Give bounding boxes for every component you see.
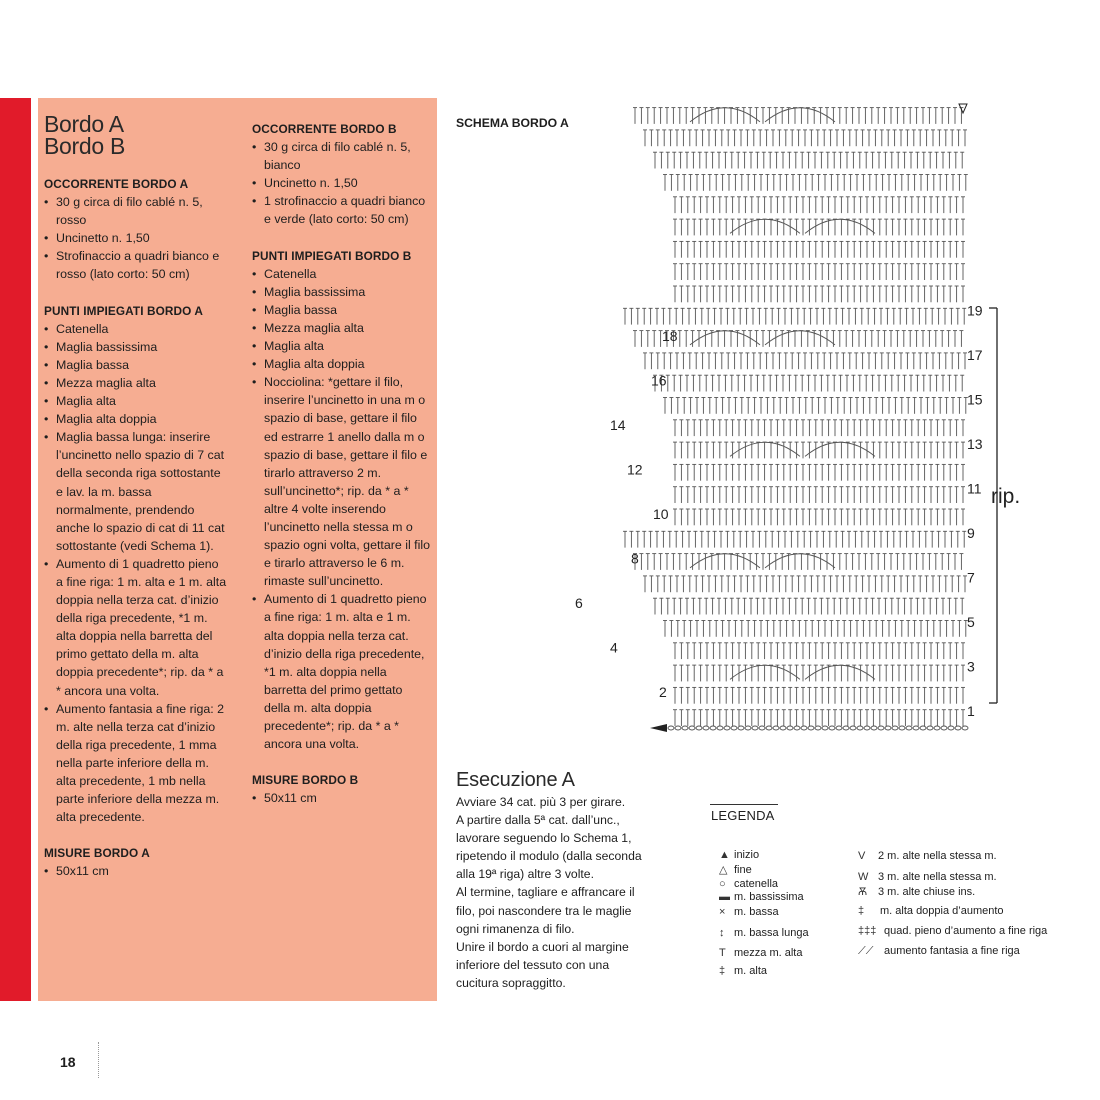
row-label-right: 1 [967, 703, 975, 719]
legenda-label: m. bassissima [734, 891, 804, 903]
chain-stitch [934, 726, 940, 730]
list-item: • Maglia bassissima [44, 338, 228, 356]
red-edge-bar [0, 98, 31, 1001]
esecuzione-line: A partire dalla 5ª cat. dall’unc., [456, 813, 620, 828]
chain-stitch [878, 726, 884, 730]
esecuzione-line: inferiore del tessuto con una [456, 957, 610, 972]
punti-a-list [44, 320, 228, 827]
chain-stitch [710, 726, 716, 730]
list-item: • 1 strofinaccio a quadri bianco e verde (lato corto: 50 cm) [252, 192, 432, 228]
list-item: • 50x11 cm [252, 789, 432, 807]
column-bordo-b [252, 120, 432, 807]
quadretto-icon: ‡‡‡ [858, 925, 877, 937]
punti-b-list [252, 265, 432, 754]
chain-stitch [696, 726, 702, 730]
list-item: • Maglia bassa [44, 356, 228, 374]
row-label-left: 12 [627, 461, 643, 478]
punti-b-heading: PUNTI IMPIEGATI BORDO B [252, 248, 412, 263]
misure-b-heading: MISURE BORDO B [252, 773, 359, 788]
row-label-right: 7 [967, 569, 975, 586]
chain-stitch [913, 726, 919, 730]
legenda-label: m. alta doppia d’aumento [880, 905, 1004, 917]
esecuzione-line: Al termine, tagliare e affrancare il [456, 885, 635, 900]
legenda-rule [710, 804, 778, 805]
diagram-stitches [623, 108, 968, 730]
esecuzione-line: Unire il bordo a cuori al margine [456, 939, 629, 954]
legenda-label: fine [734, 864, 752, 876]
chain-stitch [836, 726, 842, 730]
chain-stitch [815, 726, 821, 730]
list-item: • Uncinetto n. 1,50 [252, 174, 432, 192]
chain-stitch [941, 726, 947, 730]
legenda-label: catenella [734, 878, 779, 890]
row-label-left: 4 [610, 639, 618, 656]
chain-stitch [668, 726, 674, 730]
chain-stitch [738, 726, 744, 730]
bassissima-icon: ▬ [719, 891, 730, 903]
list-item: • Nocciolina: *gettare il filo, inserire l’uncinetto in una m o spazio di base, gettare il filo ed estrarre 1 anello dalla m o spazio di base, gettare il filo e tirarlo attraverso 2 m. sull’uncinetto*; rip. da * a * altre 4 volte inserendo l’uncinetto nella stessa m o spazio ogni volta, gettare il filo e tirarlo attraverso le 6 m. rimaste sull’uncinetto. [252, 373, 432, 590]
row-label-left: 10 [653, 506, 669, 522]
chain-stitch [689, 726, 695, 730]
page-number: 18 [60, 1054, 76, 1070]
legenda-label: inizio [734, 849, 760, 861]
chain-stitch [955, 726, 961, 730]
list-item: • Maglia alta doppia [252, 355, 432, 373]
legenda-label: m. bassa lunga [734, 927, 809, 939]
esecuzione-line: ogni rimanenza di filo. [456, 921, 575, 936]
esecuzione-line: Avviare 34 cat. più 3 per girare. [456, 795, 626, 809]
row-label-right: 3 [967, 658, 975, 675]
esecuzione-line: alla 19ª riga) altre 3 volte. [456, 867, 594, 882]
chain-stitch [843, 726, 849, 730]
row-label-right: 15 [967, 391, 983, 408]
crochet-diagram [575, 98, 1035, 748]
row-label-left: 16 [651, 372, 667, 389]
row-label-left: 8 [631, 550, 639, 567]
chain-stitch [787, 726, 793, 730]
chain-stitch [794, 726, 800, 730]
legenda-label: quad. pieno d’aumento a fine riga [884, 925, 1048, 937]
schema-title: SCHEMA BORDO A [456, 116, 569, 130]
two-alte-icon: V [858, 850, 866, 862]
misure-a-heading: MISURE BORDO A [44, 846, 150, 861]
fine-icon: △ [719, 864, 728, 876]
list-item: • Strofinaccio a quadri bianco e rosso (lato corto: 50 cm) [44, 247, 228, 283]
list-item: • Aumento fantasia a fine riga: 2 m. alte nella terza cat d’inizio della riga precedente, 1 mma nella parte inferiore della m. alta precedente, 1 mb nella parte inferiore della mezza m. alta precedente. [44, 700, 228, 827]
row-label-left: 2 [659, 684, 667, 700]
chain-stitch [892, 726, 898, 730]
three-chiuse-icon: Ѫ [858, 886, 868, 898]
catenella-icon: ○ [719, 878, 726, 890]
list-item: • Aumento di 1 quadretto pieno a fine riga: 1 m. alta e 1 m. alta doppia nella terza cat. d’inizio della riga precedente, *1 m. alta doppia nella barretta del primo gettato della m. alta doppia precedente*; rip. da * a * ancora una volta. [44, 555, 228, 700]
occorrente-b-list [252, 138, 432, 228]
chain-stitch [745, 726, 751, 730]
chain-stitch [703, 726, 709, 730]
row-label-right: 13 [967, 436, 983, 452]
list-item: • 50x11 cm [44, 862, 228, 880]
materials-panel [38, 98, 437, 1001]
chain-stitch [871, 726, 877, 730]
legenda-title: LEGENDA [711, 808, 775, 823]
chain-stitch [948, 726, 954, 730]
legenda-label: 3 m. alte nella stessa m. [878, 871, 997, 883]
page-divider [98, 1042, 99, 1078]
esecuzione-line: filo, poi nascondere tra le maglie [456, 903, 632, 918]
list-item: • Maglia alta doppia [44, 410, 228, 428]
legenda-label: m. alta [734, 965, 768, 977]
list-item: • Catenella [44, 320, 228, 338]
chain-stitch [962, 726, 968, 730]
list-item: • Maglia alta [44, 392, 228, 410]
chain-stitch [857, 726, 863, 730]
punti-a-heading: PUNTI IMPIEGATI BORDO A [44, 303, 203, 318]
list-item: • Maglia alta [252, 337, 432, 355]
mezza-alta-icon: T [719, 947, 726, 959]
inizio-icon: ▲ [719, 849, 730, 861]
title-bordo-a: Bordo A [44, 111, 124, 137]
legenda-label: 3 m. alte chiuse ins. [878, 886, 976, 898]
chain-stitch [885, 726, 891, 730]
row-label-left: 18 [662, 328, 678, 344]
column-bordo-a [44, 113, 228, 880]
list-item: • Mezza maglia alta [44, 374, 228, 392]
esecuzione-line: cucitura sopraggitto. [456, 975, 566, 990]
bassa-icon: × [719, 906, 726, 918]
legenda-label: 2 m. alte nella stessa m. [878, 850, 997, 862]
list-item: • 30 g circa di filo cablé n. 5, rosso [44, 193, 228, 229]
chain-stitch [829, 726, 835, 730]
chain-stitch [675, 726, 681, 730]
esecuzione-line: lavorare seguendo lo Schema 1, [456, 831, 632, 846]
list-item: • Catenella [252, 265, 432, 283]
misure-b-list [252, 789, 432, 807]
list-item: • 30 g circa di filo cablé n. 5, bianco [252, 138, 432, 174]
row-label-right: 19 [967, 302, 983, 319]
list-item: • Uncinetto n. 1,50 [44, 229, 228, 247]
chain-stitch [731, 726, 737, 730]
row-label-left: 14 [610, 417, 626, 433]
chain-stitch [773, 726, 779, 730]
list-item: • Mezza maglia alta [252, 319, 432, 337]
chain-stitch [808, 726, 814, 730]
chain-stitch [752, 726, 758, 730]
list-item: • Maglia bassa lunga: inserire l’uncinetto nello spazio di 7 cat della seconda riga sottostante e lav. la m. bassa normalmente, prendendo anche lo spazio di cat di 11 cat sottostante (vedi Schema 1). [44, 428, 228, 555]
alta-doppia-icon: ‡ [858, 905, 865, 917]
row-label-left: 6 [575, 595, 583, 611]
row-label-right: 5 [967, 614, 975, 630]
legenda-label: m. bassa [734, 906, 779, 918]
list-item: • Aumento di 1 quadretto pieno a fine riga: 1 m. alta e 1 m. alta doppia nella terza cat. d’inizio della riga precedente, *1 m. alta doppia nella barretta del primo gettato della m. alta doppia precedente*; rip. da * a * ancora una volta. [252, 590, 432, 753]
list-item: • Maglia bassa [252, 301, 432, 319]
esecuzione-line: ripetendo il modulo (dalla seconda [456, 849, 642, 864]
end-marker-icon [959, 104, 967, 113]
chain-stitch [920, 726, 926, 730]
title-bordo-b: Bordo B [44, 133, 126, 159]
chain-stitch [927, 726, 933, 730]
row-label-right: 9 [967, 525, 975, 541]
three-alte-icon: W [858, 871, 869, 883]
occorrente-b-heading: OCCORRENTE BORDO B [252, 122, 397, 136]
chain-stitch [822, 726, 828, 730]
row-label-right: 17 [967, 347, 983, 363]
chain-stitch [899, 726, 905, 730]
esecuzione-body [456, 793, 656, 992]
list-item: • Maglia bassissima [252, 283, 432, 301]
occorrente-a-heading: OCCORRENTE BORDO A [44, 177, 189, 191]
chain-stitch [717, 726, 723, 730]
diagram-row-labels [575, 303, 983, 720]
start-arrow-icon [650, 724, 667, 732]
chain-stitch [850, 726, 856, 730]
row-label-right: 11 [967, 480, 982, 497]
chain-stitch [864, 726, 870, 730]
misure-a-list [44, 862, 228, 880]
legenda-label: aumento fantasia a fine riga [884, 945, 1020, 957]
occorrente-a-list [44, 193, 228, 283]
chain-stitch [780, 726, 786, 730]
repeat-label: rip. [991, 485, 1021, 508]
chain-stitch [766, 726, 772, 730]
aumento-fantasia-icon: ⟋⟋ [858, 945, 874, 957]
chain-stitch [682, 726, 688, 730]
bassa-lunga-icon: ↕ [719, 927, 725, 939]
chain-stitch [759, 726, 765, 730]
chain-stitch [906, 726, 912, 730]
chain-stitch [801, 726, 807, 730]
chain-stitch [724, 726, 730, 730]
alta-icon: ‡ [719, 965, 726, 977]
esecuzione-title: Esecuzione A [456, 769, 575, 791]
legenda-label: mezza m. alta [734, 947, 803, 959]
